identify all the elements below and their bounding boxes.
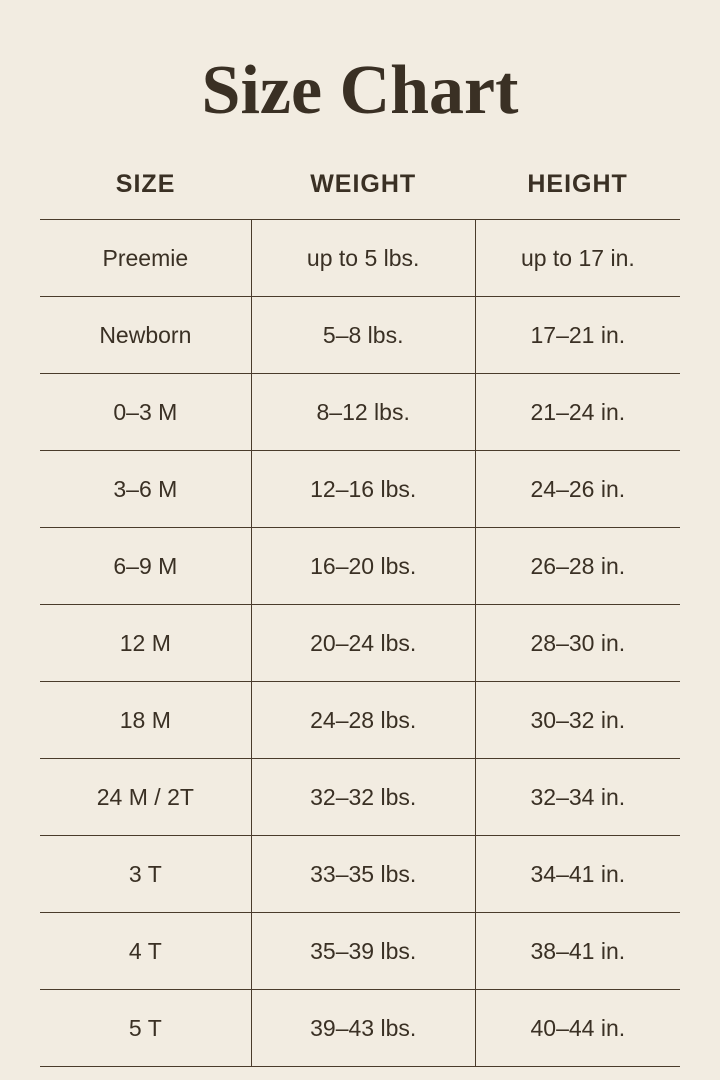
column-header-height: HEIGHT bbox=[527, 170, 628, 198]
cell-height: 38–41 in. bbox=[475, 913, 680, 990]
cell-weight: 20–24 lbs. bbox=[251, 605, 475, 682]
column-header-size: SIZE bbox=[115, 170, 176, 198]
cell-size: 18 M bbox=[40, 682, 251, 759]
cell-height: 32–34 in. bbox=[475, 759, 680, 836]
cell-size: 3 T bbox=[40, 836, 251, 913]
size-chart-container bbox=[40, 126, 680, 1067]
table-row bbox=[40, 528, 680, 605]
cell-height: 26–28 in. bbox=[475, 528, 680, 605]
cell-weight: 8–12 lbs. bbox=[251, 374, 475, 451]
cell-size: 5 T bbox=[40, 990, 251, 1067]
cell-size: 4 T bbox=[40, 913, 251, 990]
cell-weight: 5–8 lbs. bbox=[251, 297, 475, 374]
cell-size: 0–3 M bbox=[40, 374, 251, 451]
table-header-row bbox=[40, 168, 680, 220]
cell-weight: 33–35 lbs. bbox=[251, 836, 475, 913]
cell-height: 28–30 in. bbox=[475, 605, 680, 682]
table-row bbox=[40, 297, 680, 374]
cell-weight: 12–16 lbs. bbox=[251, 451, 475, 528]
table-row bbox=[40, 374, 680, 451]
cell-weight: up to 5 lbs. bbox=[251, 220, 475, 297]
column-header-weight: WEIGHT bbox=[310, 170, 417, 198]
cell-weight: 24–28 lbs. bbox=[251, 682, 475, 759]
table-row bbox=[40, 836, 680, 913]
cell-height: 21–24 in. bbox=[475, 374, 680, 451]
cell-height: 40–44 in. bbox=[475, 990, 680, 1067]
cell-weight: 35–39 lbs. bbox=[251, 913, 475, 990]
table-body bbox=[40, 220, 680, 1067]
cell-size: Preemie bbox=[40, 220, 251, 297]
cell-height: 17–21 in. bbox=[475, 297, 680, 374]
table-row bbox=[40, 913, 680, 990]
cell-weight: 39–43 lbs. bbox=[251, 990, 475, 1067]
table-row bbox=[40, 759, 680, 836]
cell-size: 3–6 M bbox=[40, 451, 251, 528]
table-row bbox=[40, 451, 680, 528]
cell-height: 24–26 in. bbox=[475, 451, 680, 528]
table-header bbox=[40, 168, 680, 220]
cell-height: 30–32 in. bbox=[475, 682, 680, 759]
table-row bbox=[40, 605, 680, 682]
cell-size: 12 M bbox=[40, 605, 251, 682]
cell-weight: 32–32 lbs. bbox=[251, 759, 475, 836]
cell-height: up to 17 in. bbox=[475, 220, 680, 297]
cell-size: Newborn bbox=[40, 297, 251, 374]
cell-weight: 16–20 lbs. bbox=[251, 528, 475, 605]
table-row bbox=[40, 220, 680, 297]
cell-size: 24 M / 2T bbox=[40, 759, 251, 836]
table-row bbox=[40, 990, 680, 1067]
page-title: Size Chart bbox=[201, 52, 519, 129]
cell-height: 34–41 in. bbox=[475, 836, 680, 913]
size-chart-table bbox=[40, 168, 680, 1067]
cell-size: 6–9 M bbox=[40, 528, 251, 605]
table-row bbox=[40, 682, 680, 759]
